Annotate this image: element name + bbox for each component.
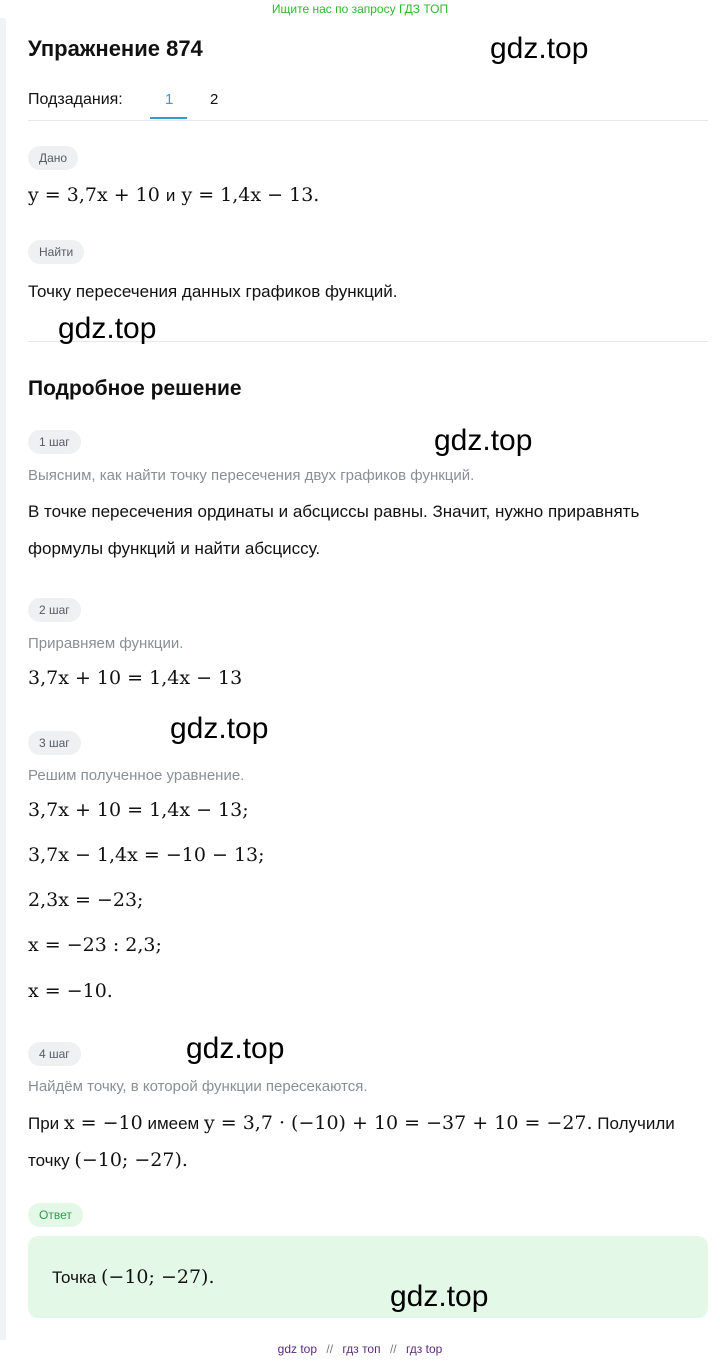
- given-badge: Дано: [28, 146, 78, 170]
- equation: 3,7x − 1,4x = −10 − 13;: [28, 844, 265, 866]
- footer-separator: //: [389, 1342, 397, 1356]
- page-title: Упражнение 874: [28, 36, 203, 61]
- math-fragment: x = −10: [63, 1112, 143, 1134]
- watermark: gdz.top: [434, 424, 533, 457]
- math-fragment: y = 3,7 · (−10) + 10 = −37 + 10 = −27.: [203, 1112, 593, 1134]
- watermark: gdz.top: [390, 1280, 489, 1313]
- step-text-line: формулы функций и найти абсциссу.: [28, 539, 321, 558]
- text-fragment: При: [28, 1114, 60, 1133]
- answer-text: [52, 1266, 215, 1288]
- step-hint: Решим полученное уравнение.: [28, 767, 245, 784]
- equation: 2,3x = −23;: [28, 889, 144, 911]
- divider: [28, 120, 708, 121]
- step-hint: Найдём точку, в которой функции пересекаются.: [28, 1078, 368, 1095]
- footer-link[interactable]: гдз top: [405, 1342, 443, 1356]
- step-badge: 3 шаг: [28, 731, 81, 755]
- promo-banner[interactable]: Ищите нас по запросу ГДЗ ТОП: [271, 2, 449, 16]
- footer-separator: //: [326, 1342, 334, 1356]
- text-fragment: Получили: [597, 1114, 675, 1133]
- watermark: gdz.top: [170, 712, 269, 745]
- footer-link[interactable]: гдз топ: [342, 1342, 381, 1356]
- step-text-line: [28, 1149, 188, 1171]
- answer-badge: Ответ: [28, 1203, 83, 1227]
- text-fragment: Точка: [52, 1268, 97, 1287]
- active-tab-indicator: [150, 117, 187, 119]
- find-text: Точку пересечения данных графиков функций.: [28, 282, 398, 301]
- text-fragment: точку: [28, 1151, 70, 1170]
- math-fragment: (−10; −27).: [74, 1149, 188, 1171]
- step-hint: Приравняем функции.: [28, 635, 184, 652]
- step-badge: 2 шаг: [28, 598, 81, 622]
- watermark: gdz.top: [490, 32, 589, 65]
- tab-subtask-1[interactable]: 1: [165, 91, 174, 108]
- find-badge: Найти: [28, 240, 84, 264]
- step-hint: Выясним, как найти точку пересечения двух графиков функций.: [28, 467, 475, 484]
- equation: 3,7x + 10 = 1,4x − 13;: [28, 799, 249, 821]
- left-border: [0, 18, 6, 1340]
- given-expression: [28, 184, 319, 206]
- equation: 3,7x + 10 = 1,4x − 13: [28, 667, 243, 689]
- equation: x = −23 : 2,3;: [28, 934, 162, 956]
- watermark: gdz.top: [186, 1032, 285, 1065]
- footer-links: [0, 1342, 720, 1356]
- math-fragment: (−10; −27).: [101, 1266, 215, 1288]
- equation: x = −10.: [28, 980, 113, 1002]
- step-text-line: В точке пересечения ординаты и абсциссы равны. Значит, нужно приравнять: [28, 502, 640, 521]
- text-fragment: имеем: [147, 1114, 200, 1133]
- given-conj: и: [165, 186, 176, 205]
- step-text-line: [28, 1112, 675, 1134]
- step-badge: 4 шаг: [28, 1042, 81, 1066]
- given-expr-b: y = 1,4x − 13.: [181, 184, 320, 206]
- tab-subtask-2[interactable]: 2: [210, 91, 219, 108]
- watermark: gdz.top: [58, 312, 157, 345]
- footer-link[interactable]: gdz top: [277, 1342, 318, 1356]
- solution-title: Подробное решение: [28, 377, 242, 400]
- step-badge: 1 шаг: [28, 430, 81, 454]
- given-expr-a: y = 3,7x + 10: [28, 184, 160, 206]
- subtasks-label: Подзадания:: [28, 91, 123, 108]
